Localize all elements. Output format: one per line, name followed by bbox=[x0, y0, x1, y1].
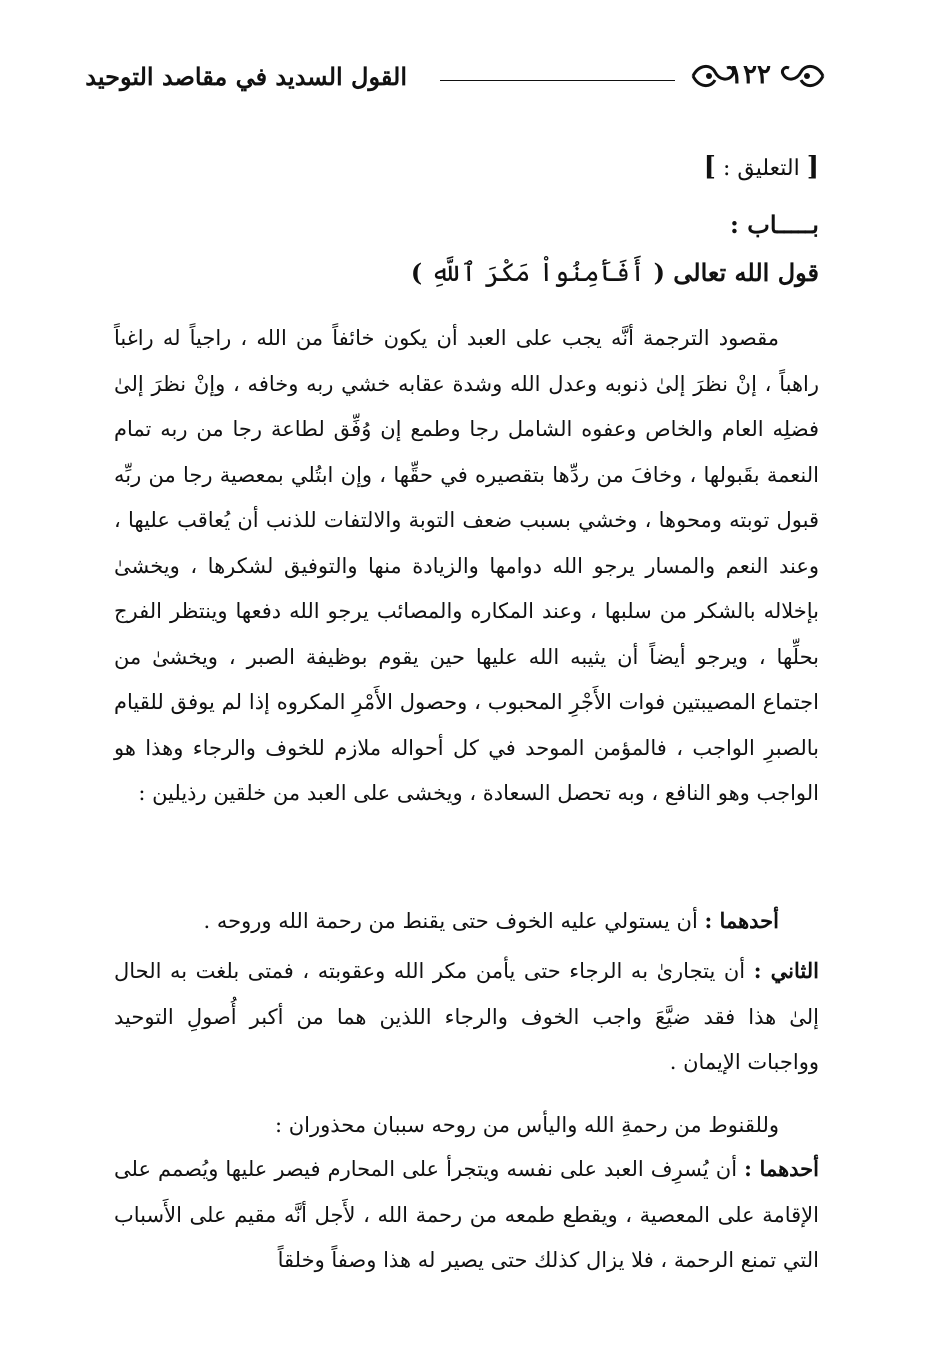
body-paragraph-1: مقصود الترجمة أنَّه يجب على العبد أن يكون خائفاً من الله ، راجياً له راغباً راهباً ، إنْ نظرَ إلىٰ ذنوبه وعدل الله وشدة عقابه خشي ربه وخافه ، وإنْ نظرَ إلىٰ فضلِه العام والخاص وعفوه الشامل رجا وطمع إن وُفِّق لطاعة رجا من ربه تمام النعمة بقَبولها ، وخافَ من ردِّها بتقصيره في حقِّها ، وإن ابتُلي بمعصية رجا من ربِّه قبول توبته ومحوها ، وخشي بسبب ضعف التوبة والالتفات للذنب أن يُعاقب عليها ، وعند النعم والمسار يرجو الله دوامها والزيادة منها والتوفيق لشكرها ، ويخشىٰ بإخلاله بالشكر من سلبها ، وعند المكاره والمصائب يرجو الله دفعها وينتظر الفرج بحلِّها ، ويرجو أيضاً أن يثيبه الله عليها حين يقوم بوظيفة الصبر ، ويخشىٰ من اجتماع المصيبتين فوات الأَجْرِ المحبوب ، وحصول الأَمْرِ المكروه إذا لم يوفق للقيام بالصبرِ الواجب ، فالمؤمن الموحد في كل أحواله ملازم للخوف والرجاء وهذا هو الواجب وهو النافع ، وبه تحصل السعادة ، ويخشى على العبد من خلقين رذيلين : bbox=[114, 326, 819, 805]
chapter-heading: بـــــاب : bbox=[730, 210, 819, 239]
list-item-2-label: الثاني : bbox=[753, 958, 819, 983]
quran-verse: أَفَأَمِنُواْ مَكْرَ ٱللَّهِ bbox=[430, 258, 646, 288]
ornament-left-icon bbox=[691, 62, 739, 94]
book-title: القول السديد في مقاصد التوحيد bbox=[85, 62, 407, 91]
list-item-3-text: أن يُسرِف العبد على نفسه ويتجرأ على المحارم فيصر عليها ويُصمم على الإقامة على المعصية ، ويقطع طمعه من رحمة الله ، لأَجل أنَّه مقيم على الأَسباب التي تمنع الرحمة ، فلا يزال كذلك حتى يصير له هذا وصفاً وخلقاً bbox=[114, 1157, 819, 1272]
verse-close-paren: ) bbox=[410, 258, 423, 287]
verse-heading bbox=[411, 258, 819, 288]
verse-prefix: قول الله تعالى bbox=[673, 258, 819, 287]
ornament-right-icon bbox=[777, 62, 825, 94]
section-label-text: التعليق : bbox=[722, 156, 800, 181]
list-item-2-text: أن يتجارىٰ به الرجاء حتى يأمن مكر الله وعقوبته ، فمتى بلغت به الحال إلىٰ هذا فقد ضيَّعَ واجب الخوف والرجاء اللذين هما من أكبر أُصولِ التوحيد وواجبات الإيمان . bbox=[114, 959, 819, 1074]
body-paragraph-2: وللقنوط من رحمةِ الله واليأس من روحه سببان محذوران : bbox=[274, 1113, 779, 1137]
bracket-open: [ bbox=[806, 152, 819, 182]
page-header bbox=[85, 58, 825, 102]
section-label bbox=[704, 152, 819, 182]
header-rule bbox=[440, 80, 675, 81]
list-item-3-label: أحدهما : bbox=[744, 1156, 819, 1181]
list-item-3 bbox=[114, 1146, 819, 1284]
list-item-2 bbox=[114, 948, 819, 1086]
list-item-1-label: أحدهما : bbox=[704, 908, 779, 933]
page-number: ١٢٢ bbox=[729, 60, 771, 90]
bracket-close: ] bbox=[703, 152, 716, 182]
list-item-1-text: أن يستولي عليه الخوف حتى يقنط من رحمة الله وروحه . bbox=[203, 909, 698, 933]
verse-open-paren: ( bbox=[653, 258, 665, 287]
list-item-1 bbox=[114, 898, 819, 945]
